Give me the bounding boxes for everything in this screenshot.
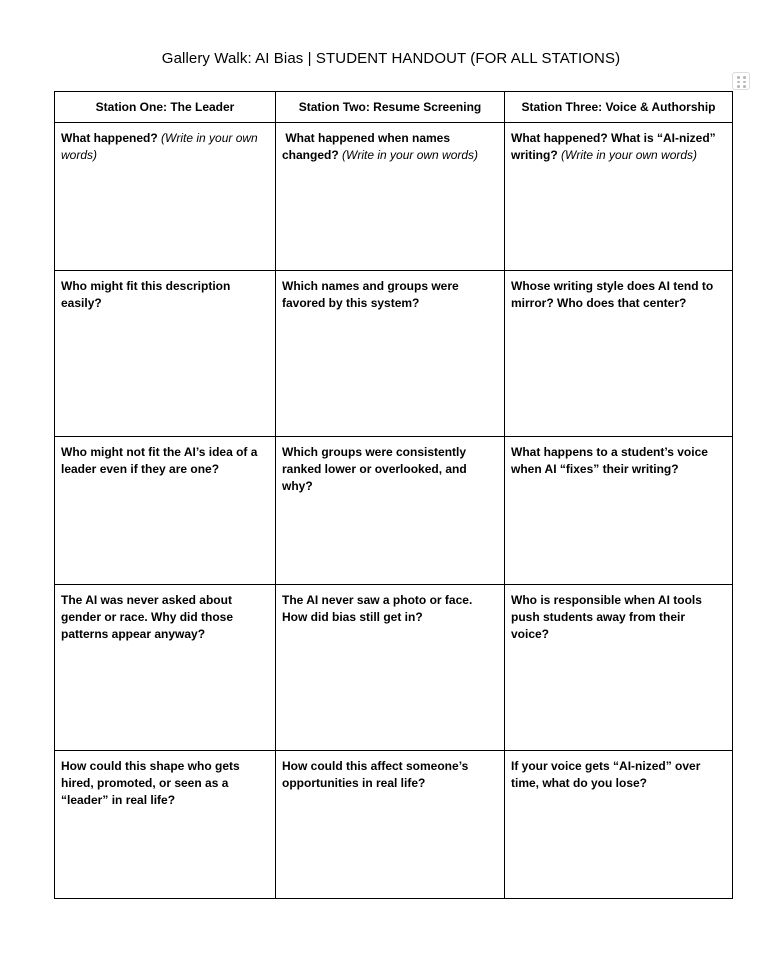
prompt-question: The AI never saw a photo or face. How did bias still get in?	[282, 593, 473, 624]
prompt-question: What happens to a student’s voice when AI “fixes” their writing?	[511, 445, 708, 476]
prompt-question: What happened? What is “AI-nized” writing?	[511, 131, 716, 162]
table-cell[interactable]	[55, 271, 276, 437]
prompt-question: The AI was never asked about gender or race. Why did those patterns appear anyway?	[61, 593, 234, 641]
prompt-question: Which names and groups were favored by this system?	[282, 279, 459, 310]
table-row	[55, 271, 733, 437]
table-cell[interactable]	[505, 271, 733, 437]
table-row	[55, 437, 733, 585]
table-cell[interactable]	[505, 437, 733, 585]
header-row	[55, 92, 733, 123]
header-station-one: Station One: The Leader	[55, 92, 276, 123]
prompt-question: Whose writing style does AI tend to mirror? Who does that center?	[511, 279, 714, 310]
prompt-question: If your voice gets “AI-nized” over time, what do you lose?	[511, 759, 701, 790]
prompt-question: What happened when names changed?	[282, 131, 451, 162]
header-station-two: Station Two: Resume Screening	[276, 92, 505, 123]
page-title: Gallery Walk: AI Bias | STUDENT HANDOUT (FOR ALL STATIONS)	[161, 50, 621, 67]
prompt-question: Which groups were consistently ranked lower or overlooked, and why?	[282, 445, 467, 493]
header-station-three: Station Three: Voice & Authorship	[505, 92, 733, 123]
table-cell[interactable]	[55, 437, 276, 585]
prompt-question: What happened?	[61, 131, 158, 145]
table-cell[interactable]	[276, 271, 505, 437]
table-cell[interactable]	[505, 751, 733, 899]
prompt-note: (Write in your own words)	[561, 148, 698, 162]
prompt-question: Who is responsible when AI tools push students away from their voice?	[511, 593, 702, 641]
table-cell[interactable]	[276, 123, 505, 271]
prompt-question: Who might fit this description easily?	[61, 279, 231, 310]
table-cell[interactable]	[276, 585, 505, 751]
table-cell[interactable]	[276, 437, 505, 585]
table-cell[interactable]	[276, 751, 505, 899]
table-cell[interactable]	[55, 751, 276, 899]
table-row	[55, 751, 733, 899]
table-row	[55, 123, 733, 271]
table-row	[55, 585, 733, 751]
prompt-question: How could this affect someone’s opportunities in real life?	[282, 759, 469, 790]
prompt-note: (Write in your own words)	[342, 148, 479, 162]
table-cell[interactable]	[505, 123, 733, 271]
table-cell[interactable]	[55, 123, 276, 271]
table-cell[interactable]	[505, 585, 733, 751]
drag-handle-icon[interactable]	[732, 72, 750, 90]
prompt-question: Who might not fit the AI’s idea of a leader even if they are one?	[61, 445, 258, 476]
prompt-question: How could this shape who gets hired, promoted, or seen as a “leader” in real life?	[61, 759, 240, 807]
handout-table	[54, 91, 733, 899]
table-cell[interactable]	[55, 585, 276, 751]
prompt-note: (Write in your own words)	[61, 131, 258, 162]
